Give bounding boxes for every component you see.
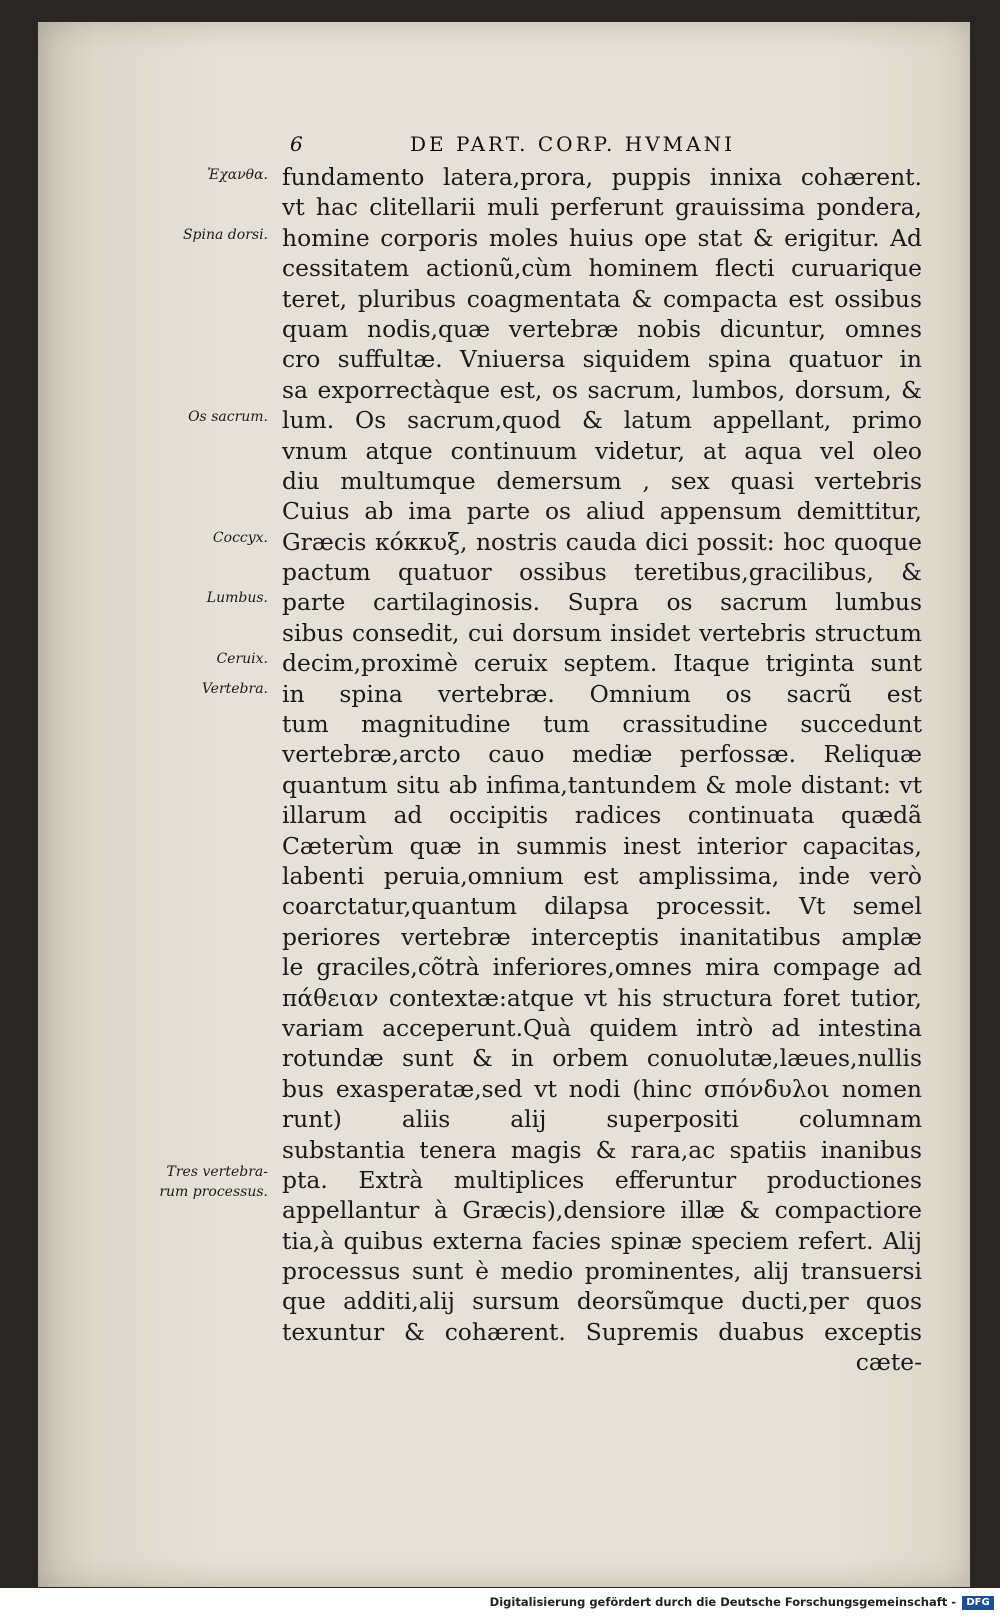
page-header [38, 132, 970, 162]
text-line: vertebræ,arcto cauo mediæ perfossæ. Reliquæ [282, 740, 922, 769]
margin-note: Ceruix. [216, 651, 268, 667]
text-line: Cæterùm quæ in summis inest interior capacitas, [282, 831, 922, 860]
text-line: quam nodis,quæ vertebræ nobis dicuntur, omnes [282, 314, 922, 343]
text-line: tia,à quibus externa facies spinæ speciem refert. Alij [282, 1226, 922, 1255]
page-number: 6 [290, 132, 306, 156]
text-line: vt hac clitellarii muli perferunt grauissima pondera, [282, 193, 922, 222]
text-line: in spina vertebræ. Omnium os sacrũ est [282, 679, 922, 708]
text-line: fundamento latera,prora, puppis innixa cohærent. [282, 163, 922, 191]
text-line: labenti peruia,omnium est amplissima, inde verò [282, 861, 922, 890]
text-line: periores vertebræ interceptis inanitatibus amplæ [282, 922, 922, 951]
text-line: sibus consedit, cui dorsum insidet vertebris structum [282, 618, 922, 647]
margin-note: rum processus. [159, 1184, 268, 1200]
margin-note: Ἐχανθα. [207, 167, 268, 183]
text-line: teret, pluribus coagmentata & compacta est ossibus [282, 284, 922, 313]
margin-note: Os sacrum. [188, 409, 268, 425]
text-line: runt) aliis alij superpositi columnam [282, 1105, 922, 1134]
margin-note: Vertebra. [201, 681, 268, 697]
text-line: diu multumque demersum , sex quasi vertebris [282, 466, 922, 495]
text-line: sa exporrectàque est, os sacrum, lumbos, dorsum, & [282, 375, 922, 404]
text-line: cessitatem actionũ,cùm hominem flecti curuarique [282, 254, 922, 283]
text-line: homine corporis moles huius ope stat & erigitur. Ad [282, 223, 922, 252]
text-line: vnum atque continuum videtur, at aqua vel oleo [282, 436, 922, 465]
text-line: πάθειαν contextæ:atque vt his structura foret tutior, [282, 983, 922, 1012]
margin-note: Coccyx. [212, 530, 268, 546]
text-line: bus exasperatæ,sed vt nodi (hinc σπόνδυλοι nomen [282, 1074, 922, 1103]
body-text [282, 162, 922, 1378]
text-line: Græcis κόκκυξ, nostris cauda dici possit: hoc quoque [282, 527, 922, 556]
text-line: lum. Os sacrum,quod & latum appellant, primo [282, 406, 922, 435]
text-line: cro suffultæ. Vniuersa siquidem spina quatuor in [282, 345, 922, 374]
text-line: variam acceperunt.Quà quidem intrò ad intestina [282, 1013, 922, 1042]
margin-note: Tres vertebra- [166, 1164, 268, 1180]
text-line: illarum ad occipitis radices continuata quædã [282, 801, 922, 830]
text-line: processus sunt è medio prominentes, alij transuersi [282, 1257, 922, 1286]
text-line: texuntur & cohærent. Supremis duabus exceptis [282, 1317, 922, 1346]
book-page [38, 22, 970, 1587]
text-line: que additi,alij sursum deorsũmque ducti,per quos [282, 1287, 922, 1316]
footer-credit: Digitalisierung gefördert durch die Deutsche Forschungsgemeinschaft - [489, 1595, 956, 1609]
text-line: substantia tenera magis & rara,ac spatiis inanibus [282, 1135, 922, 1164]
running-title: DE PART. CORP. HVMANI [410, 132, 735, 156]
footer-bar [0, 1588, 1000, 1616]
text-line: rotundæ sunt & in orbem conuolutæ,læues,nullis [282, 1044, 922, 1073]
text-line: decim,proximè ceruix septem. Itaque triginta sunt [282, 649, 922, 678]
catchword: cæte- [855, 1348, 922, 1377]
margin-note: Lumbus. [206, 590, 268, 606]
text-line: Cuius ab ima parte os aliud appensum demittitur, [282, 497, 922, 526]
text-line: appellantur à Græcis),densiore illæ & compactiore [282, 1196, 922, 1225]
margin-note: Spina dorsi. [182, 227, 268, 243]
text-line: pactum quatuor ossibus teretibus,gracilibus, & [282, 558, 922, 587]
dfg-logo: DFG [962, 1596, 994, 1610]
text-line: quantum situ ab infima,tantundem & mole distant: vt [282, 770, 922, 799]
text-line: le graciles,cõtrà inferiores,omnes mira compage ad [282, 953, 922, 982]
text-line: pta. Extrà multiplices efferuntur productiones [282, 1165, 922, 1194]
text-line: tum magnitudine tum crassitudine succedunt [282, 710, 922, 739]
text-line: coarctatur,quantum dilapsa processit. Vt semel [282, 892, 922, 921]
text-line: parte cartilaginosis. Supra os sacrum lumbus [282, 588, 922, 617]
